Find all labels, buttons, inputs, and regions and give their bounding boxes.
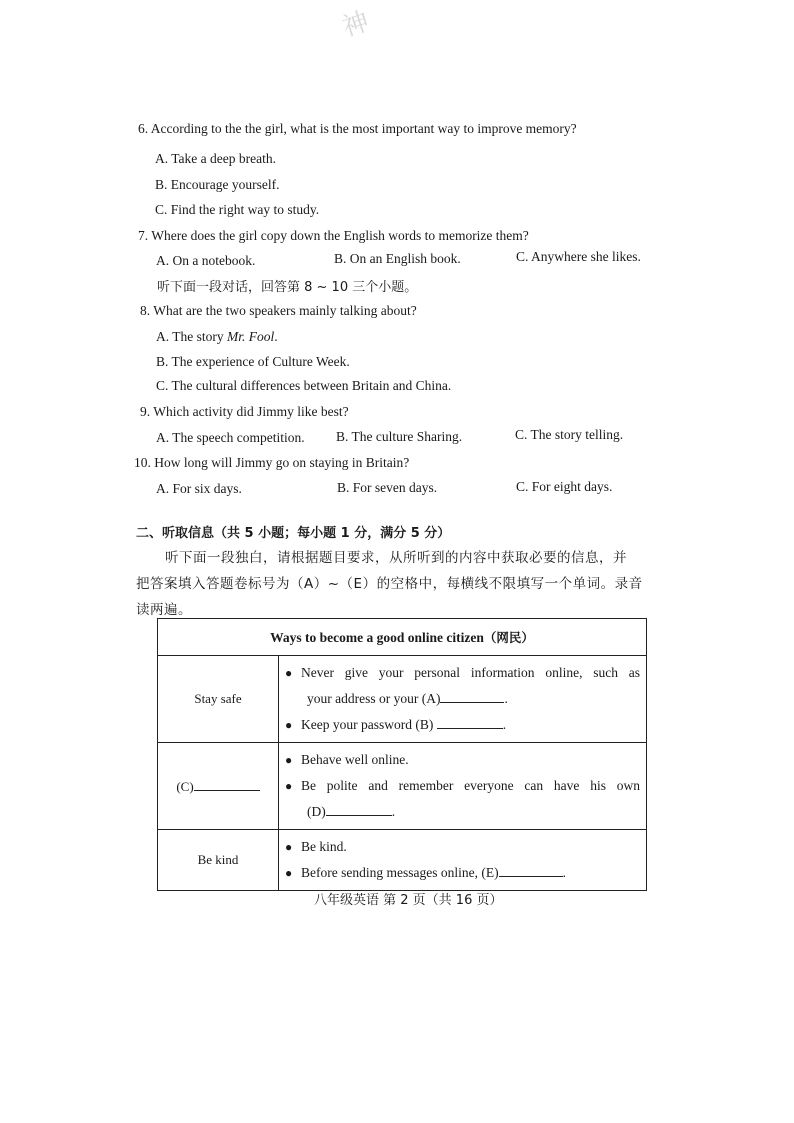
q9-option-b: B. The culture Sharing. bbox=[336, 429, 463, 444]
row-3-item-2-label: Before sending messages online, (E) bbox=[301, 865, 499, 880]
q6-option-a: A. Take a deep breath. bbox=[155, 151, 276, 166]
row-3-item-2 bbox=[285, 860, 640, 886]
row-3-item-1 bbox=[285, 834, 640, 860]
question-10: 10. How long will Jimmy go on staying in Britain? bbox=[134, 455, 410, 470]
question-6: 6. According to the the girl, what is the most important way to improve memory? bbox=[138, 121, 577, 136]
question-9: 9. Which activity did Jimmy like best? bbox=[140, 404, 349, 419]
row-2-item-2-line-2: (D) bbox=[307, 804, 326, 819]
row-1-item-1-line-2: your address or your (A) bbox=[307, 691, 441, 706]
q8-option-a-suffix: . bbox=[274, 329, 278, 344]
answer-blank-e[interactable] bbox=[499, 864, 563, 877]
q8-option-b: B. The experience of Culture Week. bbox=[156, 354, 350, 369]
table-header-en: Ways to become a good online citizen bbox=[270, 630, 484, 645]
row-1-item-2 bbox=[285, 712, 640, 738]
bullet-icon: ● bbox=[285, 866, 293, 880]
row-3-content bbox=[279, 830, 647, 891]
section-2-para-line-1: 听下面一段独白，请根据题目要求，从所听到的内容中获取必要的信息，并 bbox=[165, 550, 627, 566]
bullet-icon: ● bbox=[285, 840, 293, 854]
row-1-item-1 bbox=[285, 660, 640, 686]
q10-option-c: C. For eight days. bbox=[516, 479, 613, 494]
q8-option-a bbox=[156, 329, 278, 345]
row-1-item-1-end: . bbox=[504, 691, 508, 706]
row-1-item-2-text bbox=[301, 712, 506, 738]
q10-option-a: A. For six days. bbox=[156, 481, 242, 496]
row-2-item-1-text: Behave well online. bbox=[301, 752, 409, 767]
row-2-item-2-end: . bbox=[391, 804, 396, 819]
row-3-item-1-text: Be kind. bbox=[301, 839, 347, 854]
row-1-item-2-label: Keep your password (B) bbox=[301, 717, 434, 732]
page-footer: 八年级英语 第 2 页（共 16 页） bbox=[314, 893, 503, 908]
q9-option-c: C. The story telling. bbox=[515, 427, 624, 442]
row-2-item-2-continuation bbox=[285, 799, 640, 825]
answer-blank-d[interactable] bbox=[326, 803, 392, 816]
bullet-icon: ● bbox=[285, 779, 293, 793]
q10-option-b: B. For seven days. bbox=[337, 480, 438, 495]
bullet-icon: ● bbox=[285, 753, 293, 767]
q7-option-a: A. On a notebook. bbox=[156, 253, 256, 268]
row-2-label-cell bbox=[158, 743, 279, 830]
bullet-icon: ● bbox=[285, 666, 293, 680]
row-1-label: Stay safe bbox=[158, 656, 279, 743]
section-2-para-line-2: 把答案填入答题卷标号为（A）~（E）的空格中，每横线不限填写一个单词。录音 bbox=[136, 576, 643, 592]
section-2-para-line-3: 读两遍。 bbox=[136, 602, 192, 618]
q9-option-a: A. The speech competition. bbox=[156, 430, 305, 445]
question-7: 7. Where does the girl copy down the English words to memorize them? bbox=[138, 228, 529, 243]
row-1-item-1-continuation bbox=[285, 686, 640, 712]
row-2-content bbox=[279, 743, 647, 830]
row-1-item-1-line-1: Never give your personal information online, such as bbox=[301, 665, 640, 680]
q8-option-c: C. The cultural differences between Britain and China. bbox=[156, 378, 452, 393]
row-3-item-2-text bbox=[301, 860, 566, 886]
q6-option-c: C. Find the right way to study. bbox=[155, 202, 320, 217]
q7-option-c: C. Anywhere she likes. bbox=[516, 249, 641, 264]
row-2-label: (C) bbox=[176, 778, 194, 794]
table-header-cn: （网民） bbox=[483, 630, 534, 645]
info-table bbox=[157, 618, 647, 891]
instruction-8-10: 听下面一段对话，回答第 8 ~ 10 三个小题。 bbox=[157, 280, 418, 295]
question-8: 8. What are the two speakers mainly talking about? bbox=[140, 303, 417, 318]
q6-option-b: B. Encourage yourself. bbox=[155, 177, 280, 192]
row-2-item-1 bbox=[285, 747, 640, 773]
row-2-item-2 bbox=[285, 773, 640, 799]
row-3-item-2-end: . bbox=[562, 865, 566, 880]
bullet-icon: ● bbox=[285, 718, 293, 732]
answer-blank-a[interactable] bbox=[440, 690, 504, 703]
q8-option-a-title: Mr. Fool bbox=[227, 329, 275, 344]
answer-blank-c[interactable] bbox=[194, 778, 260, 791]
row-2-item-2-line-1: Be polite and remember everyone can have his own bbox=[301, 778, 640, 793]
answer-blank-b[interactable] bbox=[437, 716, 503, 729]
row-1-item-2-end: . bbox=[502, 717, 507, 732]
row-1-content bbox=[279, 656, 647, 743]
table-header bbox=[158, 619, 647, 656]
q8-option-a-prefix: A. The story bbox=[156, 329, 227, 344]
watermark: 神 bbox=[338, 6, 373, 44]
section-2-title: 二、听取信息（共 5 小题；每小题 1 分，满分 5 分） bbox=[136, 526, 451, 541]
row-3-label: Be kind bbox=[158, 830, 279, 891]
q7-option-b: B. On an English book. bbox=[334, 251, 461, 266]
